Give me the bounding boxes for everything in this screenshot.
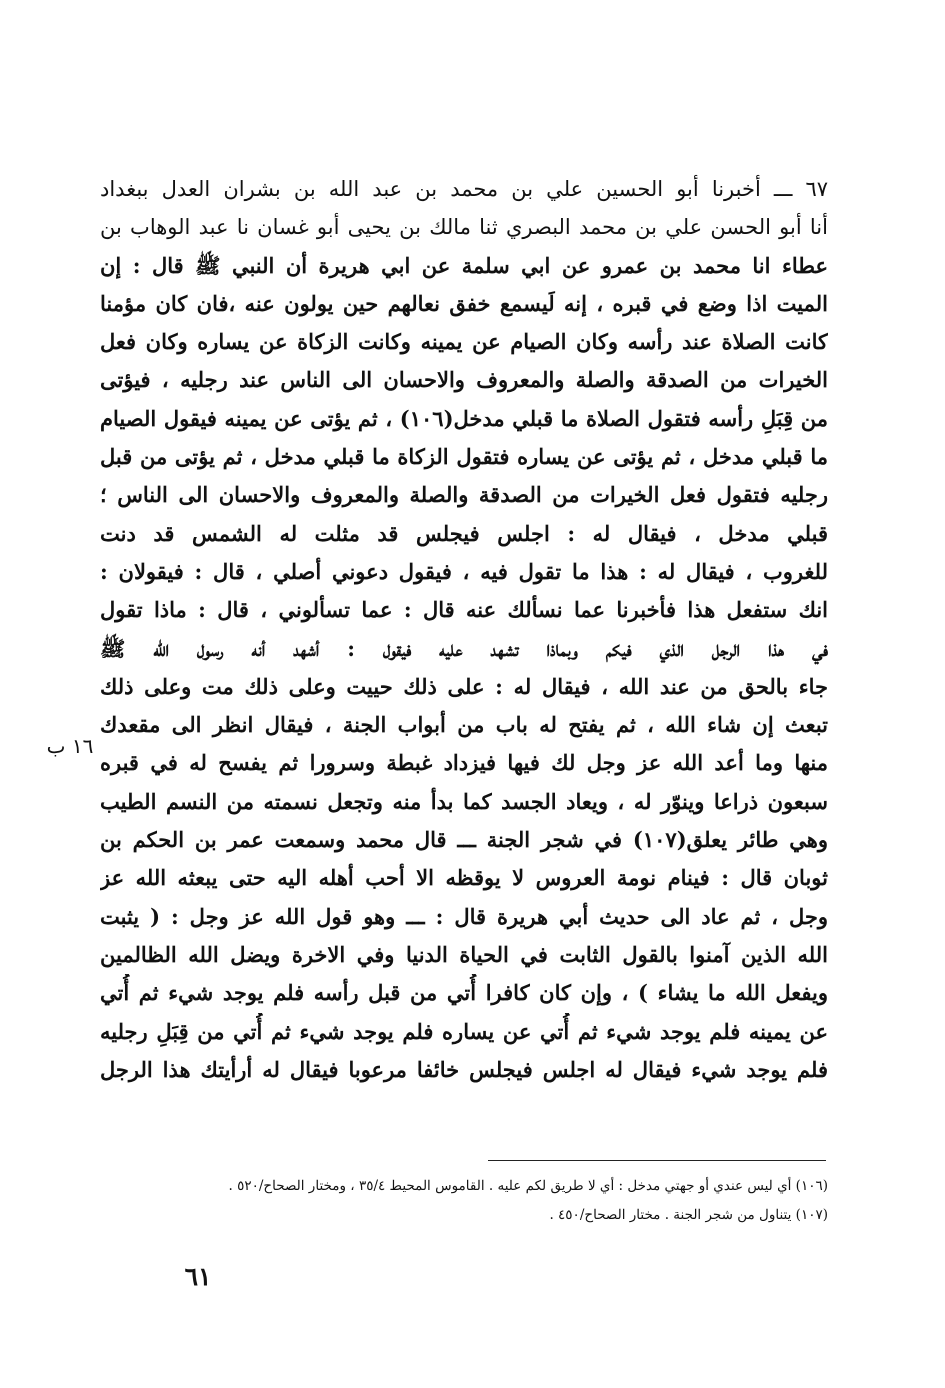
- text-line-9: رجليه فتقول فعل الخيرات من الصدقة والصلة والمعروف والاحسان الى الناس ؛: [100, 482, 828, 508]
- text-line-23: عن يمينه فلم يوجد شيء ثم أُتي عن يساره فلم يوجد شيء ثم أُتي من قِبَلِ رجليه: [100, 1018, 828, 1044]
- footnote-divider: [488, 1160, 826, 1161]
- text-line-5: كانت الصلاة عند رأسه وكان الصيام عن يمينه وكانت الزكاة عن يساره وكان فعل: [100, 329, 828, 355]
- text-line-14: جاء بالحق من عند الله ، فيقال له : على ذلك حييت وعلى ذلك مت وعلى ذلك: [100, 673, 828, 699]
- text-line-12: انك ستفعل هذا فأخبرنا عما نسألك عنه قال : عما تسألوني ، قال : ماذا تقول: [100, 597, 828, 623]
- footnote-106: (١٠٦) أي ليس عندي أو جهتي مدخل : أي لا طريق لكم عليه . القاموس المحيط ٣٥/٤ ، ومختار الصحاح/٥٢٠ .: [228, 1178, 828, 1194]
- manuscript-folio-note: ١٦ ب: [46, 734, 94, 758]
- text-line-4: الميت اذا وضع في قبره ، إنه لَيسمع خفق نعالهم حين يولون عنه ،فان كان مؤمنا: [100, 290, 828, 316]
- text-line-17: سبعون ذراعا وينوّر له ، ويعاد الجسد كما بدأ منه وتجعل نسمته من النسم الطيب: [100, 788, 828, 814]
- text-line-18: وهي طائر يعلق(١٠٧) في شجر الجنة ـــ قال محمد وسمعت عمر بن الحكم بن: [100, 827, 828, 853]
- text-line-8: ما قبلي مدخل ، ثم يؤتى عن يساره فتقول الزكاة ما قبلي مدخل ، ثم يؤتى من قبل: [100, 444, 828, 470]
- page-number: ٦١: [184, 1262, 212, 1291]
- footnotes: [170, 1172, 828, 1230]
- text-line-20: وجل ، ثم عاد الى حديث أبي هريرة قال : ـــ وهو قول الله عز وجل : ( يثبت: [100, 903, 828, 929]
- text-line-22: ويفعل الله ما يشاء ) ، وإن كان كافرا أُتي من قبل رأسه فلم يوجد شيء ثم أُتي: [100, 980, 828, 1006]
- text-line-10: قبلي مدخل ، فيقال له : اجلس فيجلس قد مثلت له الشمس قد دنت: [100, 520, 828, 546]
- text-line-1: ٦٧ ـــ أخبرنا أبو الحسين علي بن محمد بن عبد الله بن بشران العدل ببغداد: [100, 177, 828, 201]
- text-line-11: للغروب ، فيقال له : هذا ما تقول فيه ، فيقول دعوني أصلي ، قال : فيقولان :: [100, 558, 828, 584]
- text-line-7: من قِبَلِ رأسه فتقول الصلاة ما قبلي مدخل(١٠٦) ، ثم يؤتى عن يمينه فيقول الصيام: [100, 405, 828, 431]
- footnote-107: (١٠٧) يتناول من شجر الجنة . مختار الصحاح/٤٥٠ .: [549, 1207, 828, 1223]
- text-line-24: فلم يوجد شيء فيقال له اجلس فيجلس خائفا مرعوبا فيقال له أرأيتك هذا الرجل: [100, 1056, 828, 1082]
- main-text: [100, 170, 828, 1089]
- text-line-15: تبعث إن شاء الله ، ثم يفتح له باب من أبواب الجنة ، فيقال انظر الى مقعدك: [100, 712, 828, 738]
- text-line-3: عطاء انا محمد بن عمرو عن ابي سلمة عن ابي هريرة أن النبي ﷺ قال : إن: [100, 252, 828, 278]
- text-line-2: أنا أبو الحسن علي بن محمد البصري ثنا مالك بن يحيى أبو غسان نا عبد الوهاب بن: [100, 215, 828, 240]
- text-line-16: منها وما أعد الله عز وجل لك فيها فيزداد غبطة وسرورا ثم يفسح له في قبره: [100, 750, 828, 776]
- text-line-6: الخيرات من الصدقة والصلة والمعروف والاحسان الى الناس عند رجليه ، فيؤتى: [100, 367, 828, 393]
- text-line-21: الله الذين آمنوا بالقول الثابت في الحياة الدنيا وفي الاخرة ويضل الله الظالمين: [100, 941, 828, 967]
- text-line-13: في هذا الرجل الذي فيكم وبماذا تشهد عليه فيقول : أشهد أنه رسول الله ﷺ: [100, 635, 828, 661]
- text-line-19: ثوبان قال : فينام نومة العروس لا يوقظه الا أحب أهله اليه حتى يبعثه الله عز: [100, 865, 828, 891]
